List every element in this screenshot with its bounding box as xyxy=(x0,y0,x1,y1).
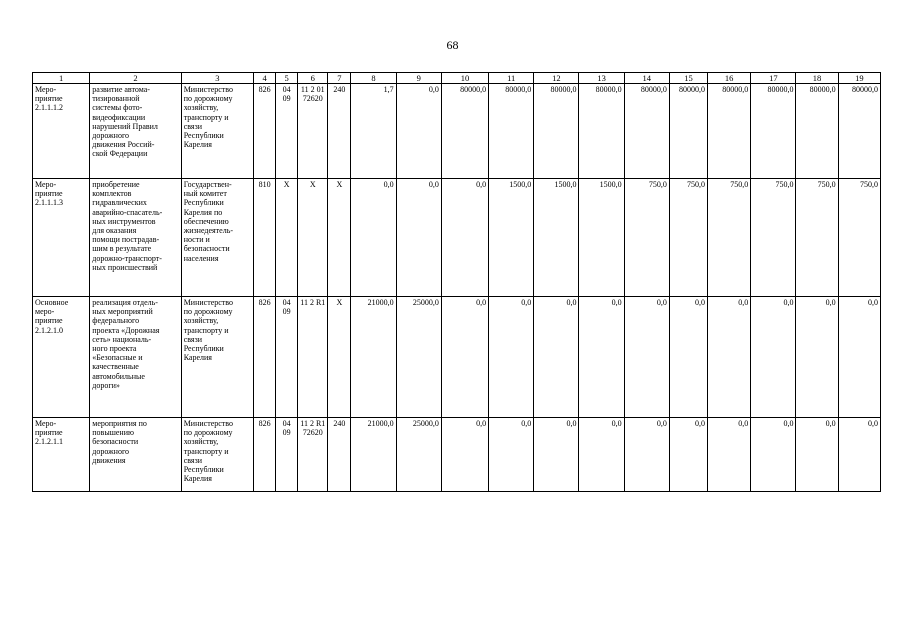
funding-amount-cell: 80000,0 xyxy=(489,84,534,179)
activity-code-cell: Меро- приятие 2.1.1.1.2 xyxy=(33,84,90,179)
funding-amount-cell: 0,0 xyxy=(579,418,624,492)
header-cell: 1 xyxy=(33,73,90,84)
funding-amount-cell: 0,0 xyxy=(624,297,669,418)
expense-type-cell: Х xyxy=(328,179,351,297)
header-cell: 12 xyxy=(534,73,579,84)
funding-amount-cell: 0,0 xyxy=(489,297,534,418)
header-cell: 19 xyxy=(838,73,880,84)
funding-amount-cell: 80000,0 xyxy=(441,84,488,179)
target-article-cell: 11 2 R1 xyxy=(298,297,328,418)
header-cell: 11 xyxy=(489,73,534,84)
table-row xyxy=(33,179,881,297)
section-code-cell: 04 09 xyxy=(276,418,298,492)
funding-amount-cell: 750,0 xyxy=(838,179,880,297)
funding-amount-cell: 80000,0 xyxy=(708,84,751,179)
table-row xyxy=(33,84,881,179)
funding-amount-cell: 25000,0 xyxy=(396,418,441,492)
header-cell: 6 xyxy=(298,73,328,84)
header-cell: 15 xyxy=(669,73,707,84)
funding-amount-cell: 0,0 xyxy=(708,297,751,418)
expense-type-cell: 240 xyxy=(328,418,351,492)
funding-amount-cell: 21000,0 xyxy=(351,418,396,492)
funding-amount-cell: 0,0 xyxy=(441,418,488,492)
expense-type-cell: Х xyxy=(328,297,351,418)
grbs-code-cell: 826 xyxy=(254,84,276,179)
funding-amount-cell: 0,0 xyxy=(669,297,707,418)
funding-amount-cell: 0,0 xyxy=(751,418,796,492)
header-cell: 17 xyxy=(751,73,796,84)
header-cell: 7 xyxy=(328,73,351,84)
activity-name-cell: развитие автома- тизированной системы фото- видеофиксации нарушений Правил дорожного движения Россий- ской Федерации xyxy=(90,84,181,179)
header-cell: 3 xyxy=(181,73,253,84)
grbs-code-cell: 826 xyxy=(254,297,276,418)
funding-amount-cell: 0,0 xyxy=(708,418,751,492)
funding-amount-cell: 0,0 xyxy=(751,297,796,418)
activity-name-cell: мероприятия по повышению безопасности дорожного движения xyxy=(90,418,181,492)
column-number-header-row xyxy=(33,73,881,84)
funding-amount-cell: 0,0 xyxy=(796,418,838,492)
header-cell: 18 xyxy=(796,73,838,84)
funding-amount-cell: 80000,0 xyxy=(751,84,796,179)
header-cell: 5 xyxy=(276,73,298,84)
funding-amount-cell: 80000,0 xyxy=(534,84,579,179)
funding-amount-cell: 1500,0 xyxy=(489,179,534,297)
funding-amount-cell: 750,0 xyxy=(624,179,669,297)
activity-code-cell: Меро- приятие 2.1.1.1.3 xyxy=(33,179,90,297)
activity-code-cell: Меро- приятие 2.1.2.1.1 xyxy=(33,418,90,492)
funding-amount-cell: 0,0 xyxy=(624,418,669,492)
funding-amount-cell: 0,0 xyxy=(796,297,838,418)
funding-amount-cell: 80000,0 xyxy=(669,84,707,179)
funding-amount-cell: 0,0 xyxy=(579,297,624,418)
target-article-cell: 11 2 R1 72620 xyxy=(298,418,328,492)
header-cell: 4 xyxy=(254,73,276,84)
funding-amount-cell: 0,0 xyxy=(441,297,488,418)
funding-amount-cell: 750,0 xyxy=(708,179,751,297)
funding-amount-cell: 0,0 xyxy=(838,418,880,492)
responsible-agency-cell: Министерство по дорожному хозяйству, транспорту и связи Республики Карелия xyxy=(181,418,253,492)
program-activities-table xyxy=(32,72,881,492)
responsible-agency-cell: Министерство по дорожному хозяйству, транспорту и связи Республики Карелия xyxy=(181,84,253,179)
funding-amount-cell: 21000,0 xyxy=(351,297,396,418)
section-code-cell: 04 09 xyxy=(276,84,298,179)
funding-amount-cell: 0,0 xyxy=(489,418,534,492)
funding-amount-cell: 1,7 xyxy=(351,84,396,179)
funding-amount-cell: 80000,0 xyxy=(579,84,624,179)
grbs-code-cell: 810 xyxy=(254,179,276,297)
funding-amount-cell: 80000,0 xyxy=(838,84,880,179)
funding-amount-cell: 0,0 xyxy=(396,84,441,179)
activity-code-cell: Основное меро- приятие 2.1.2.1.0 xyxy=(33,297,90,418)
funding-amount-cell: 0,0 xyxy=(351,179,396,297)
header-cell: 9 xyxy=(396,73,441,84)
header-cell: 8 xyxy=(351,73,396,84)
target-article-cell: 11 2 01 72620 xyxy=(298,84,328,179)
funding-amount-cell: 0,0 xyxy=(441,179,488,297)
funding-amount-cell: 80000,0 xyxy=(624,84,669,179)
funding-amount-cell: 750,0 xyxy=(669,179,707,297)
funding-amount-cell: 0,0 xyxy=(534,418,579,492)
activity-name-cell: приобретение комплектов гидравлических аварийно-спасатель- ных инструментов для оказания помощи пострадав- шим в результате дорожно-транспорт- ных происшествий xyxy=(90,179,181,297)
table-row xyxy=(33,297,881,418)
funding-amount-cell: 0,0 xyxy=(669,418,707,492)
funding-amount-cell: 0,0 xyxy=(838,297,880,418)
funding-amount-cell: 750,0 xyxy=(751,179,796,297)
section-code-cell: Х xyxy=(276,179,298,297)
expense-type-cell: 240 xyxy=(328,84,351,179)
funding-amount-cell: 80000,0 xyxy=(796,84,838,179)
funding-amount-cell: 0,0 xyxy=(396,179,441,297)
header-cell: 13 xyxy=(579,73,624,84)
activity-name-cell: реализация отдель- ных мероприятий федерального проекта «Дорожная сеть» националь- ного проекта «Безопасные и качественные автомобильные дороги» xyxy=(90,297,181,418)
header-cell: 14 xyxy=(624,73,669,84)
section-code-cell: 04 09 xyxy=(276,297,298,418)
funding-amount-cell: 1500,0 xyxy=(579,179,624,297)
header-cell: 16 xyxy=(708,73,751,84)
header-cell: 2 xyxy=(90,73,181,84)
page-number: 68 xyxy=(446,38,459,52)
funding-amount-cell: 25000,0 xyxy=(396,297,441,418)
target-article-cell: Х xyxy=(298,179,328,297)
funding-amount-cell: 0,0 xyxy=(534,297,579,418)
header-cell: 10 xyxy=(441,73,488,84)
responsible-agency-cell: Министерство по дорожному хозяйству, транспорту и связи Республики Карелия xyxy=(181,297,253,418)
grbs-code-cell: 826 xyxy=(254,418,276,492)
responsible-agency-cell: Государствен- ный комитет Республики Карелия по обеспечению жизнедеятель- ности и безопасности населения xyxy=(181,179,253,297)
table-row xyxy=(33,418,881,492)
funding-amount-cell: 750,0 xyxy=(796,179,838,297)
funding-amount-cell: 1500,0 xyxy=(534,179,579,297)
